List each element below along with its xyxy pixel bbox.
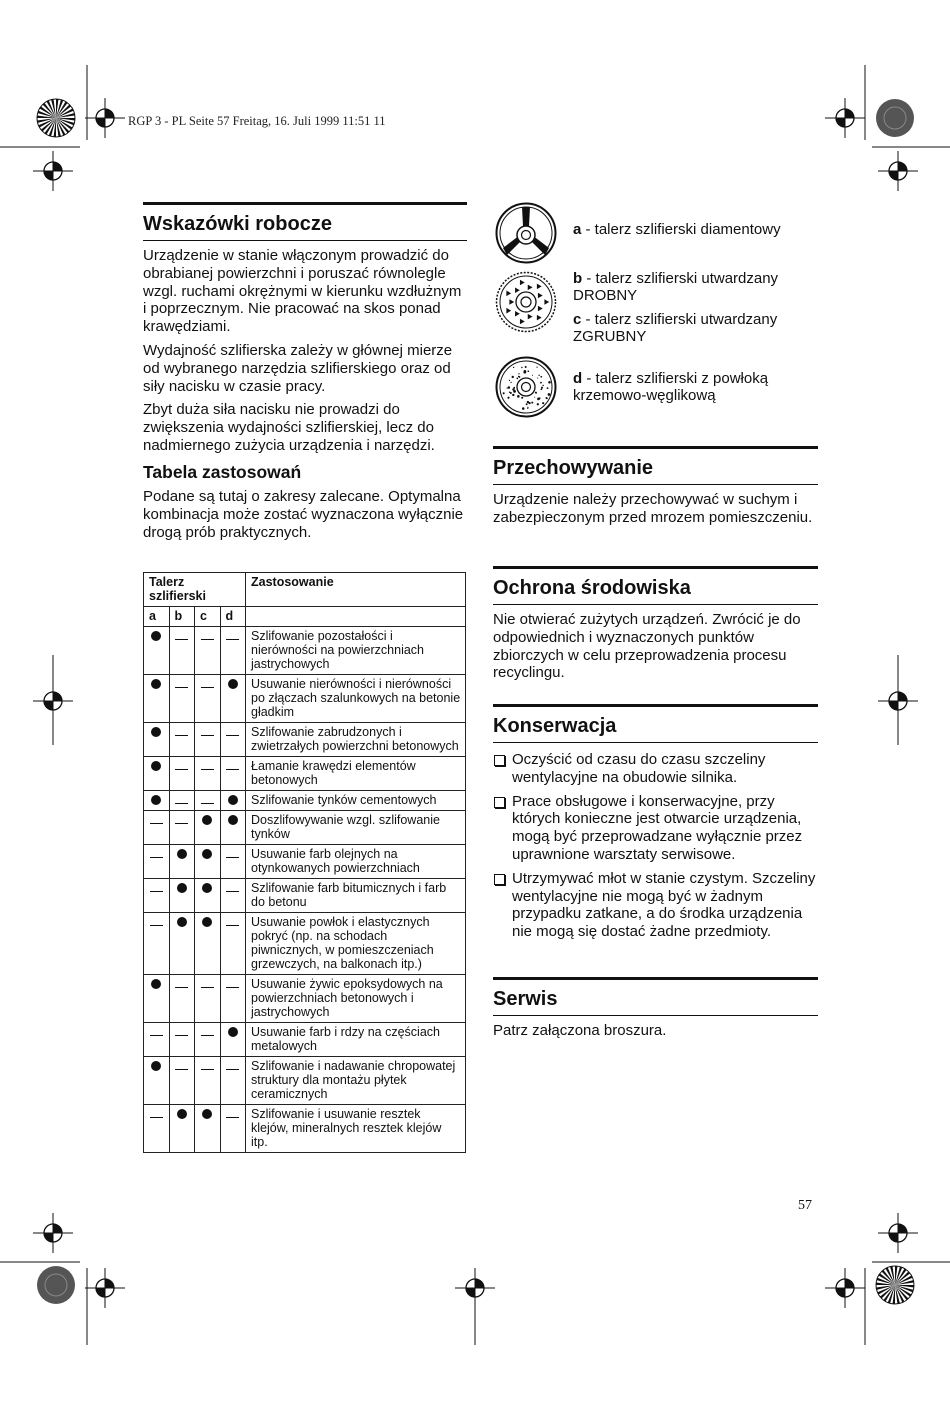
list-item-text: Oczyścić od czasu do czasu szczeliny wentylacyjne na obudowie silnika. xyxy=(512,751,766,786)
section-application-table xyxy=(143,462,467,541)
dash-icon xyxy=(201,639,214,640)
table-cell-b xyxy=(169,879,195,913)
dash-icon xyxy=(226,1117,239,1118)
table-cell-d xyxy=(220,845,246,879)
filled-dot-icon xyxy=(151,795,161,805)
table-header-discs: Talerz szlifierski xyxy=(144,573,246,607)
checkbox-bullet-icon xyxy=(494,797,505,808)
table-cell-b xyxy=(169,845,195,879)
disc-letter: d xyxy=(573,370,583,387)
filled-dot-icon xyxy=(228,795,238,805)
section-title: Ochrona środowiska xyxy=(493,577,691,599)
table-cell-application: Szlifowanie i usuwanie resztek klejów, mineralnych resztek klejów itp. xyxy=(246,1105,466,1153)
dash-icon xyxy=(201,987,214,988)
filled-dot-icon xyxy=(202,883,212,893)
disc-d-label xyxy=(573,370,823,404)
section-working-tips xyxy=(143,202,467,455)
section-rule-bottom xyxy=(493,1015,818,1016)
table-cell-a xyxy=(144,913,170,975)
section-rule-bottom xyxy=(493,604,818,605)
table-cell-d xyxy=(220,627,246,675)
table-row xyxy=(144,675,466,723)
section-rule-bottom xyxy=(143,240,467,241)
table-cell-b xyxy=(169,675,195,723)
table-cell-c xyxy=(195,1057,221,1105)
table-body xyxy=(144,627,466,1153)
paragraph: Urządzenie w stanie włączonym prowadzić do obrabianej powierzchni i poruszać równolegle wzgl. ruchami okrężnymi w kierunku wzdłużnym i poprzecznym. Nie pracować na skos ponad krawędziami. xyxy=(143,247,462,336)
table-cell-a xyxy=(144,1023,170,1057)
table-row xyxy=(144,1023,466,1057)
table-cell-a xyxy=(144,723,170,757)
checkbox-bullet-icon xyxy=(494,874,505,885)
table-cell-application: Usuwanie nierówności i nierówności po złączach szalunkowych na betonie gładkim xyxy=(246,675,466,723)
filled-dot-icon xyxy=(177,1109,187,1119)
disc-text: - talerz szlifierski diamentowy xyxy=(581,221,781,238)
list-item xyxy=(493,793,818,864)
table-cell-b xyxy=(169,913,195,975)
table-row xyxy=(144,913,466,975)
hardened-disc-icon xyxy=(495,271,557,333)
filled-dot-icon xyxy=(177,883,187,893)
table-cell-d xyxy=(220,757,246,791)
table-cell-b xyxy=(169,723,195,757)
table-cell-application: Usuwanie farb olejnych na otynkowanych powierzchniach xyxy=(246,845,466,879)
table-cell-d xyxy=(220,811,246,845)
filled-dot-icon xyxy=(151,761,161,771)
maintenance-list xyxy=(493,751,818,941)
filled-dot-icon xyxy=(228,679,238,689)
filled-dot-icon xyxy=(228,1027,238,1037)
filled-dot-icon xyxy=(151,727,161,737)
dash-icon xyxy=(175,1035,188,1036)
table-cell-a xyxy=(144,791,170,811)
dash-icon xyxy=(201,1035,214,1036)
dash-icon xyxy=(226,1069,239,1070)
table-cell-application: Szlifowanie i nadawanie chropowatej struktury dla montażu płytek ceramicznych xyxy=(246,1057,466,1105)
table-cell-c xyxy=(195,757,221,791)
filled-dot-icon xyxy=(177,849,187,859)
dash-icon xyxy=(150,1035,163,1036)
col-header-a: a xyxy=(144,607,170,627)
filled-dot-icon xyxy=(228,815,238,825)
dash-icon xyxy=(175,1069,188,1070)
table-cell-c xyxy=(195,723,221,757)
disc-letter: c xyxy=(573,311,582,328)
paragraph: Wydajność szlifierska zależy w głównej mierze od wybranego narzędzia szlifierskiego oraz od siły nacisku w czasie pracy. xyxy=(143,341,453,395)
dash-icon xyxy=(201,1069,214,1070)
table-cell-d xyxy=(220,1023,246,1057)
table-cell-c xyxy=(195,811,221,845)
dash-icon xyxy=(226,925,239,926)
table-cell-a xyxy=(144,975,170,1023)
dash-icon xyxy=(150,1117,163,1118)
table-cell-application: Szlifowanie zabrudzonych i zwietrzałych powierzchni betonowych xyxy=(246,723,466,757)
list-item xyxy=(493,751,818,787)
dash-icon xyxy=(150,891,163,892)
table-cell-c xyxy=(195,975,221,1023)
table-cell-c xyxy=(195,879,221,913)
checkbox-bullet-icon xyxy=(494,755,505,766)
section-rule-bottom xyxy=(493,742,818,743)
table-row xyxy=(144,879,466,913)
section-title: Przechowywanie xyxy=(493,457,654,479)
section-maintenance xyxy=(493,704,818,947)
filled-dot-icon xyxy=(202,815,212,825)
dash-icon xyxy=(201,735,214,736)
page-number: 57 xyxy=(798,1198,812,1213)
dash-icon xyxy=(201,803,214,804)
table-cell-b xyxy=(169,975,195,1023)
table-cell-c xyxy=(195,675,221,723)
paragraph: Urządzenie należy przechowywać w suchym i zabezpieczonym przed mrozem pomieszczeniu. xyxy=(493,491,813,526)
subsection-title: Tabela zastosowań xyxy=(143,462,302,482)
table-cell-d xyxy=(220,675,246,723)
table-cell-b xyxy=(169,1057,195,1105)
table-row xyxy=(144,845,466,879)
table-cell-application: Usuwanie farb i rdzy na częściach metalowych xyxy=(246,1023,466,1057)
dash-icon xyxy=(175,687,188,688)
filled-dot-icon xyxy=(151,631,161,641)
table-cell-b xyxy=(169,757,195,791)
dash-icon xyxy=(201,687,214,688)
table-cell-application: Doszlifowywanie wzgl. szlifowanie tynków xyxy=(246,811,466,845)
dash-icon xyxy=(175,735,188,736)
disc-b-label xyxy=(573,270,823,304)
paragraph: Nie otwierać zużytych urządzeń. Zwrócić je do odpowiednich i wyznaczonych punktów zbiorczych w celu przeprowadzenia procesu recyclingu. xyxy=(493,611,801,682)
section-title: Serwis xyxy=(493,988,558,1010)
dash-icon xyxy=(150,857,163,858)
table-cell-d xyxy=(220,1057,246,1105)
table-cell-d xyxy=(220,879,246,913)
table-cell-d xyxy=(220,913,246,975)
table-cell-c xyxy=(195,1023,221,1057)
table-row xyxy=(144,791,466,811)
section-title: Konserwacja xyxy=(493,715,617,737)
table-cell-a xyxy=(144,757,170,791)
filled-dot-icon xyxy=(151,1061,161,1071)
table-cell-b xyxy=(169,1023,195,1057)
dash-icon xyxy=(226,987,239,988)
dash-icon xyxy=(150,823,163,824)
disc-a-label xyxy=(573,221,823,238)
table-row xyxy=(144,757,466,791)
disc-text: - talerz szlifierski utwardzany DROBNY xyxy=(573,270,779,304)
table-cell-b xyxy=(169,791,195,811)
table-cell-d xyxy=(220,1105,246,1153)
table-cell-b xyxy=(169,627,195,675)
table-cell-application: Usuwanie powłok i elastycznych pokryć (np. na schodach piwnicznych, w pomieszczeniach grzewczych, na balkonach itp.) xyxy=(246,913,466,975)
disc-letter: a xyxy=(573,221,582,238)
table-cell-d xyxy=(220,791,246,811)
filled-dot-icon xyxy=(177,917,187,927)
dash-icon xyxy=(175,987,188,988)
table-header-application: Zastosowanie xyxy=(246,573,466,607)
table-cell-a xyxy=(144,1105,170,1153)
table-cell-c xyxy=(195,913,221,975)
table-cell-b xyxy=(169,1105,195,1153)
table-cell-c xyxy=(195,845,221,879)
dash-icon xyxy=(226,857,239,858)
table-cell-d xyxy=(220,975,246,1023)
table-cell-a xyxy=(144,627,170,675)
table-cell-application: Szlifowanie tynków cementowych xyxy=(246,791,466,811)
table-cell-a xyxy=(144,879,170,913)
list-item xyxy=(493,870,818,941)
table-row xyxy=(144,723,466,757)
table-cell-application: Szlifowanie pozostałości i nierówności na powierzchniach jastrychowych xyxy=(246,627,466,675)
dash-icon xyxy=(175,823,188,824)
col-header-b: b xyxy=(169,607,195,627)
table-cell-a xyxy=(144,845,170,879)
disc-letter: b xyxy=(573,270,583,287)
filled-dot-icon xyxy=(151,679,161,689)
table-row xyxy=(144,627,466,675)
dash-icon xyxy=(226,891,239,892)
filled-dot-icon xyxy=(202,849,212,859)
col-header-empty xyxy=(246,607,466,627)
list-item-text: Prace obsługowe i konserwacyjne, przy których konieczne jest otwarcie urządzenia, mogą być przeprowadzane wyłącznie przez uprawnione warsztaty serwisowe. xyxy=(512,792,803,863)
table-cell-b xyxy=(169,811,195,845)
paragraph: Patrz załączona broszura. xyxy=(493,1022,667,1039)
silicon-carbide-disc-icon xyxy=(495,356,557,418)
dash-icon xyxy=(175,639,188,640)
filled-dot-icon xyxy=(202,1109,212,1119)
table-row xyxy=(144,1057,466,1105)
table-cell-application: Usuwanie żywic epoksydowych na powierzchniach betonowych i jastrychowych xyxy=(246,975,466,1023)
table-cell-a xyxy=(144,675,170,723)
col-header-c: c xyxy=(195,607,221,627)
table-row xyxy=(144,811,466,845)
paragraph: Podane są tutaj o zakresy zalecane. Optymalna kombinacja może zostać wyznaczona wyłącznie drogą prób praktycznych. xyxy=(143,488,464,541)
table-cell-a xyxy=(144,811,170,845)
table-row xyxy=(144,1105,466,1153)
dash-icon xyxy=(226,735,239,736)
diamond-disc-icon xyxy=(495,202,557,264)
table-cell-c xyxy=(195,791,221,811)
disc-text: - talerz szlifierski utwardzany ZGRUBNY xyxy=(573,311,778,345)
section-environment xyxy=(493,566,818,682)
dash-icon xyxy=(226,769,239,770)
section-rule-bottom xyxy=(493,484,818,485)
table-cell-c xyxy=(195,1105,221,1153)
dash-icon xyxy=(226,639,239,640)
dash-icon xyxy=(201,769,214,770)
table-cell-application: Szlifowanie farb bitumicznych i farb do betonu xyxy=(246,879,466,913)
dash-icon xyxy=(150,925,163,926)
dash-icon xyxy=(175,803,188,804)
section-service xyxy=(493,977,818,1040)
disc-c-label xyxy=(573,311,823,345)
section-storage xyxy=(493,446,818,527)
table-cell-a xyxy=(144,1057,170,1105)
table-cell-d xyxy=(220,723,246,757)
page-header: RGP 3 - PL Seite 57 Freitag, 16. Juli 1999 11:51 11 xyxy=(128,114,386,128)
application-table xyxy=(143,572,466,1153)
dash-icon xyxy=(175,769,188,770)
section-title: Wskazówki robocze xyxy=(143,213,332,235)
filled-dot-icon xyxy=(151,979,161,989)
table-cell-application: Łamanie krawędzi elementów betonowych xyxy=(246,757,466,791)
filled-dot-icon xyxy=(202,917,212,927)
table-cell-c xyxy=(195,627,221,675)
paragraph: Zbyt duża siła nacisku nie prowadzi do zwiększenia wydajności szlifierskiej, lecz do nadmiernego zużycia urządzenia i narzędzi. xyxy=(143,401,435,454)
col-header-d: d xyxy=(220,607,246,627)
disc-text: - talerz szlifierski z powłoką krzemowo-węglikową xyxy=(573,370,769,404)
list-item-text: Utrzymywać młot w stanie czystym. Szczeliny wentylacyjne nie mogą być w żadnym przypadku zatkane, a do środka urządzenia nie mogą się dostać żadne przedmioty. xyxy=(512,869,816,941)
table-row xyxy=(144,975,466,1023)
